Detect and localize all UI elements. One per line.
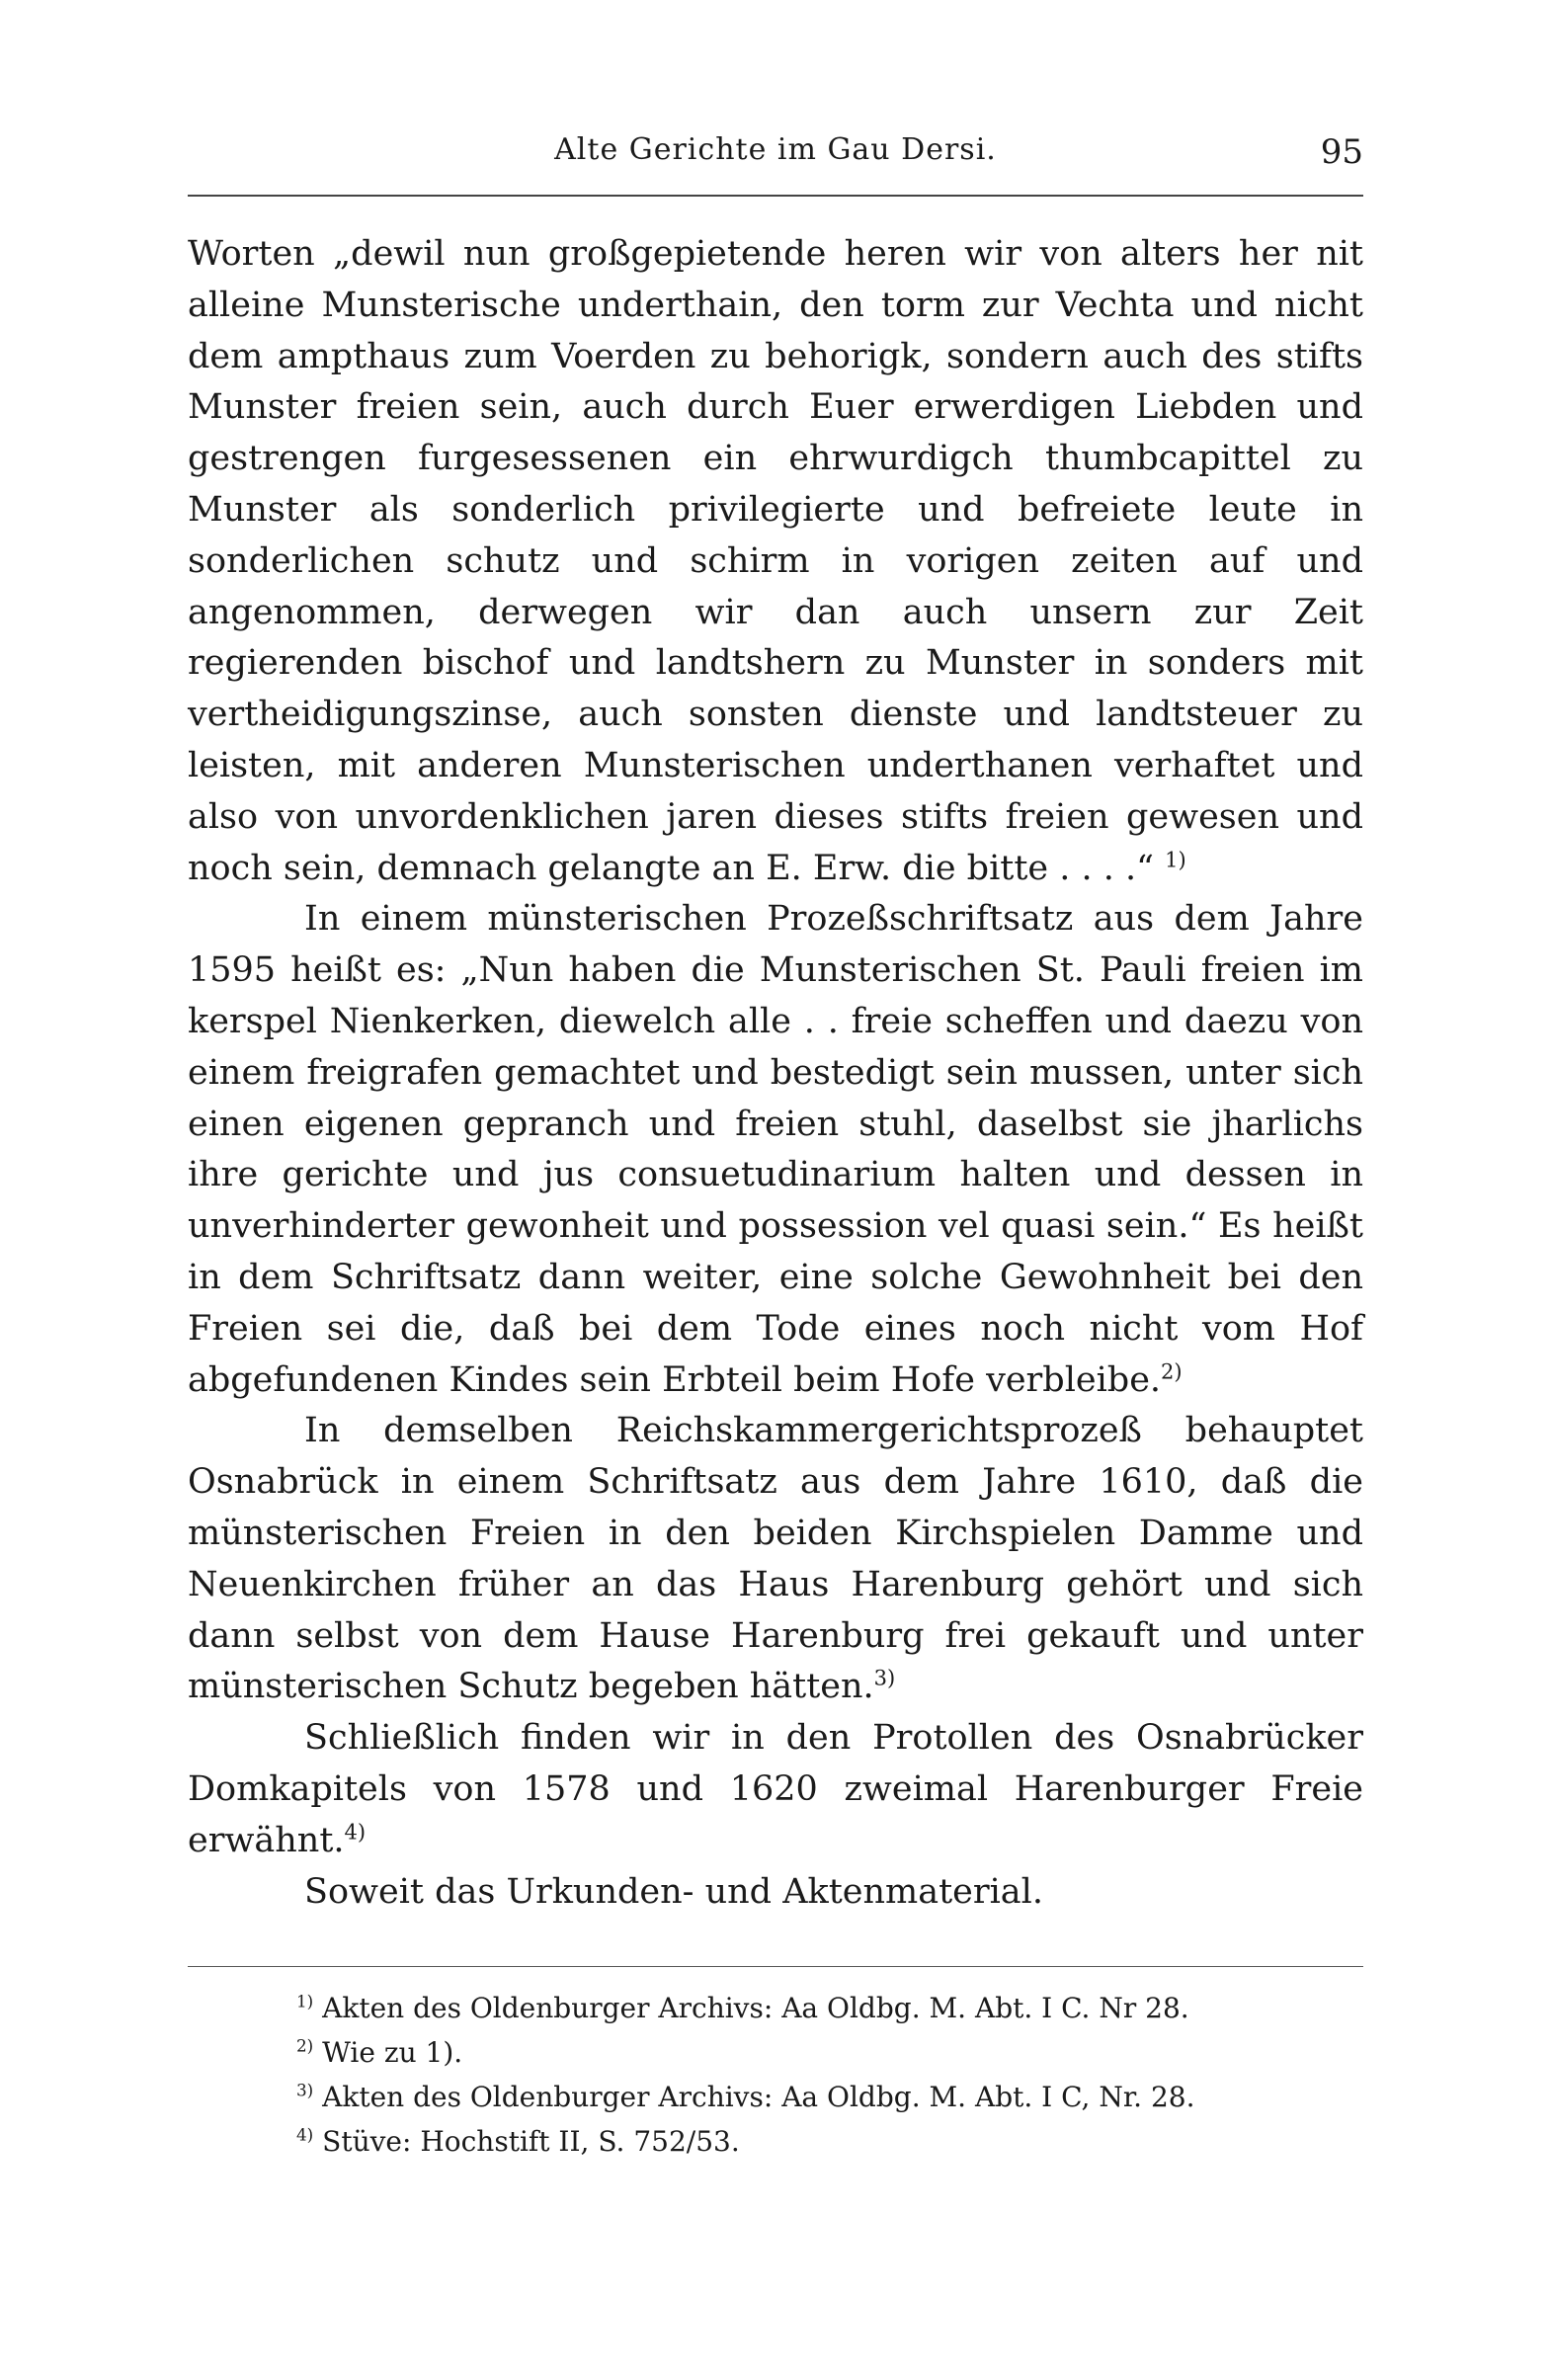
paragraph-5: Soweit das Urkunden- und Aktenmaterial.	[304, 1871, 1043, 1912]
footnote	[296, 2075, 1344, 2119]
footnote-text: Akten des Oldenburger Archivs: Aa Oldbg. M. Abt. I C, Nr. 28.	[322, 2081, 1195, 2113]
footnote-ref-3: 3)	[873, 1666, 896, 1690]
footnote-text: Stüve: Hochstift II, S. 752/53.	[322, 2125, 740, 2158]
paragraph-4	[188, 1713, 1363, 1866]
page-number: 95	[1320, 132, 1363, 172]
paragraph-2	[188, 894, 1363, 1406]
footnote-ref-4: 4)	[344, 1820, 367, 1845]
footnote-mark: 3)	[296, 2080, 314, 2100]
page-header	[188, 126, 1363, 186]
paragraph-3-text: In demselben Reichskammergerichtsprozeß behauptet Osnabrück in einem Schriftsatz aus dem Jahre 1610, daß die münsterischen Freien in den beiden Kirchspielen Damme und Neuenkirchen früher an das Haus Harenburg gehört und sich dann selbst von dem Hause Harenburg frei gekauft und unter münsterischen Schutz begeben hätten.	[188, 1411, 1363, 1707]
footnote-mark: 1)	[296, 1991, 314, 2011]
footnote	[296, 2030, 1344, 2075]
footnote-mark: 4)	[296, 2124, 314, 2145]
paragraph-1-text: Worten „dewil nun großgepietende heren wir von alters her nit alleine Munsterische underthain, den torm zur Vechta und nicht dem ampthaus zum Voerden zu behorigk, sondern auch des stifts Munster freien sein, auch durch Euer erwerdigen Liebden und gestrengen furgesessenen ein ehrwurdigch thumbcapittel zu Munster als sonderlich privilegierte und befreiete leute in sonderlichen schutz und schirm in vorigen zeiten auf und angenommen, derwegen wir dan auch unsern zur Zeit regierenden bischof und landtshern zu Munster in sonders mit vertheidigungszinse, auch sonsten dienste und landtsteuer zu leisten, mit anderen Munsterischen underthanen verhaftet und also von unvordenklichen jaren dieses stifts freien gewesen und noch sein, demnach gelangte an E. Erw. die bitte . . . .“	[188, 234, 1363, 888]
paragraph-2-text: In einem münsterischen Prozeßschriftsatz aus dem Jahre 1595 heißt es: „Nun haben die Munsterischen St. Pauli freien im kerspel Nienkerken, diewelch alle . . freie scheffen und daezu von einem freigrafen gemachtet und bestedigt sein mussen, unter sich einen eigenen gepranch und freien stuhl, daselbst sie jharlichs ihre gerichte und jus consuetudinarium halten und dessen in unverhinderter gewonheit und possession vel quasi sein.“ Es heißt in dem Schriftsatz dann weiter, eine solche Gewohnheit bei den Freien sei die, daß bei dem Tode eines noch nicht vom Hof abgefundenen Kindes sein Erbteil beim Hofe verbleibe.	[188, 899, 1363, 1400]
footnote	[296, 1986, 1344, 2030]
footnote-text: Akten des Oldenburger Archivs: Aa Oldbg. M. Abt. I C. Nr 28.	[322, 1992, 1189, 2024]
paragraph-3	[188, 1406, 1363, 1713]
paragraph-4-text: Schließlich finden wir in den Protollen des Osnabrücker Domkapitels von 1578 und 1620 zweimal Harenburger Freie erwähnt.	[188, 1718, 1363, 1860]
footnote-ref-2: 2)	[1161, 1358, 1183, 1383]
body-text	[188, 229, 1363, 1918]
running-title: Alte Gerichte im Gau Dersi.	[554, 132, 997, 167]
header-rule	[188, 195, 1363, 197]
footnote-rule	[188, 1966, 1363, 1967]
footnote-ref-1: 1)	[1165, 847, 1186, 871]
footnote-mark: 2)	[296, 2035, 314, 2056]
footnotes	[296, 1986, 1344, 2164]
paragraph-1	[188, 229, 1363, 894]
footnote-text: Wie zu 1).	[322, 2036, 463, 2069]
footnote	[296, 2119, 1344, 2164]
